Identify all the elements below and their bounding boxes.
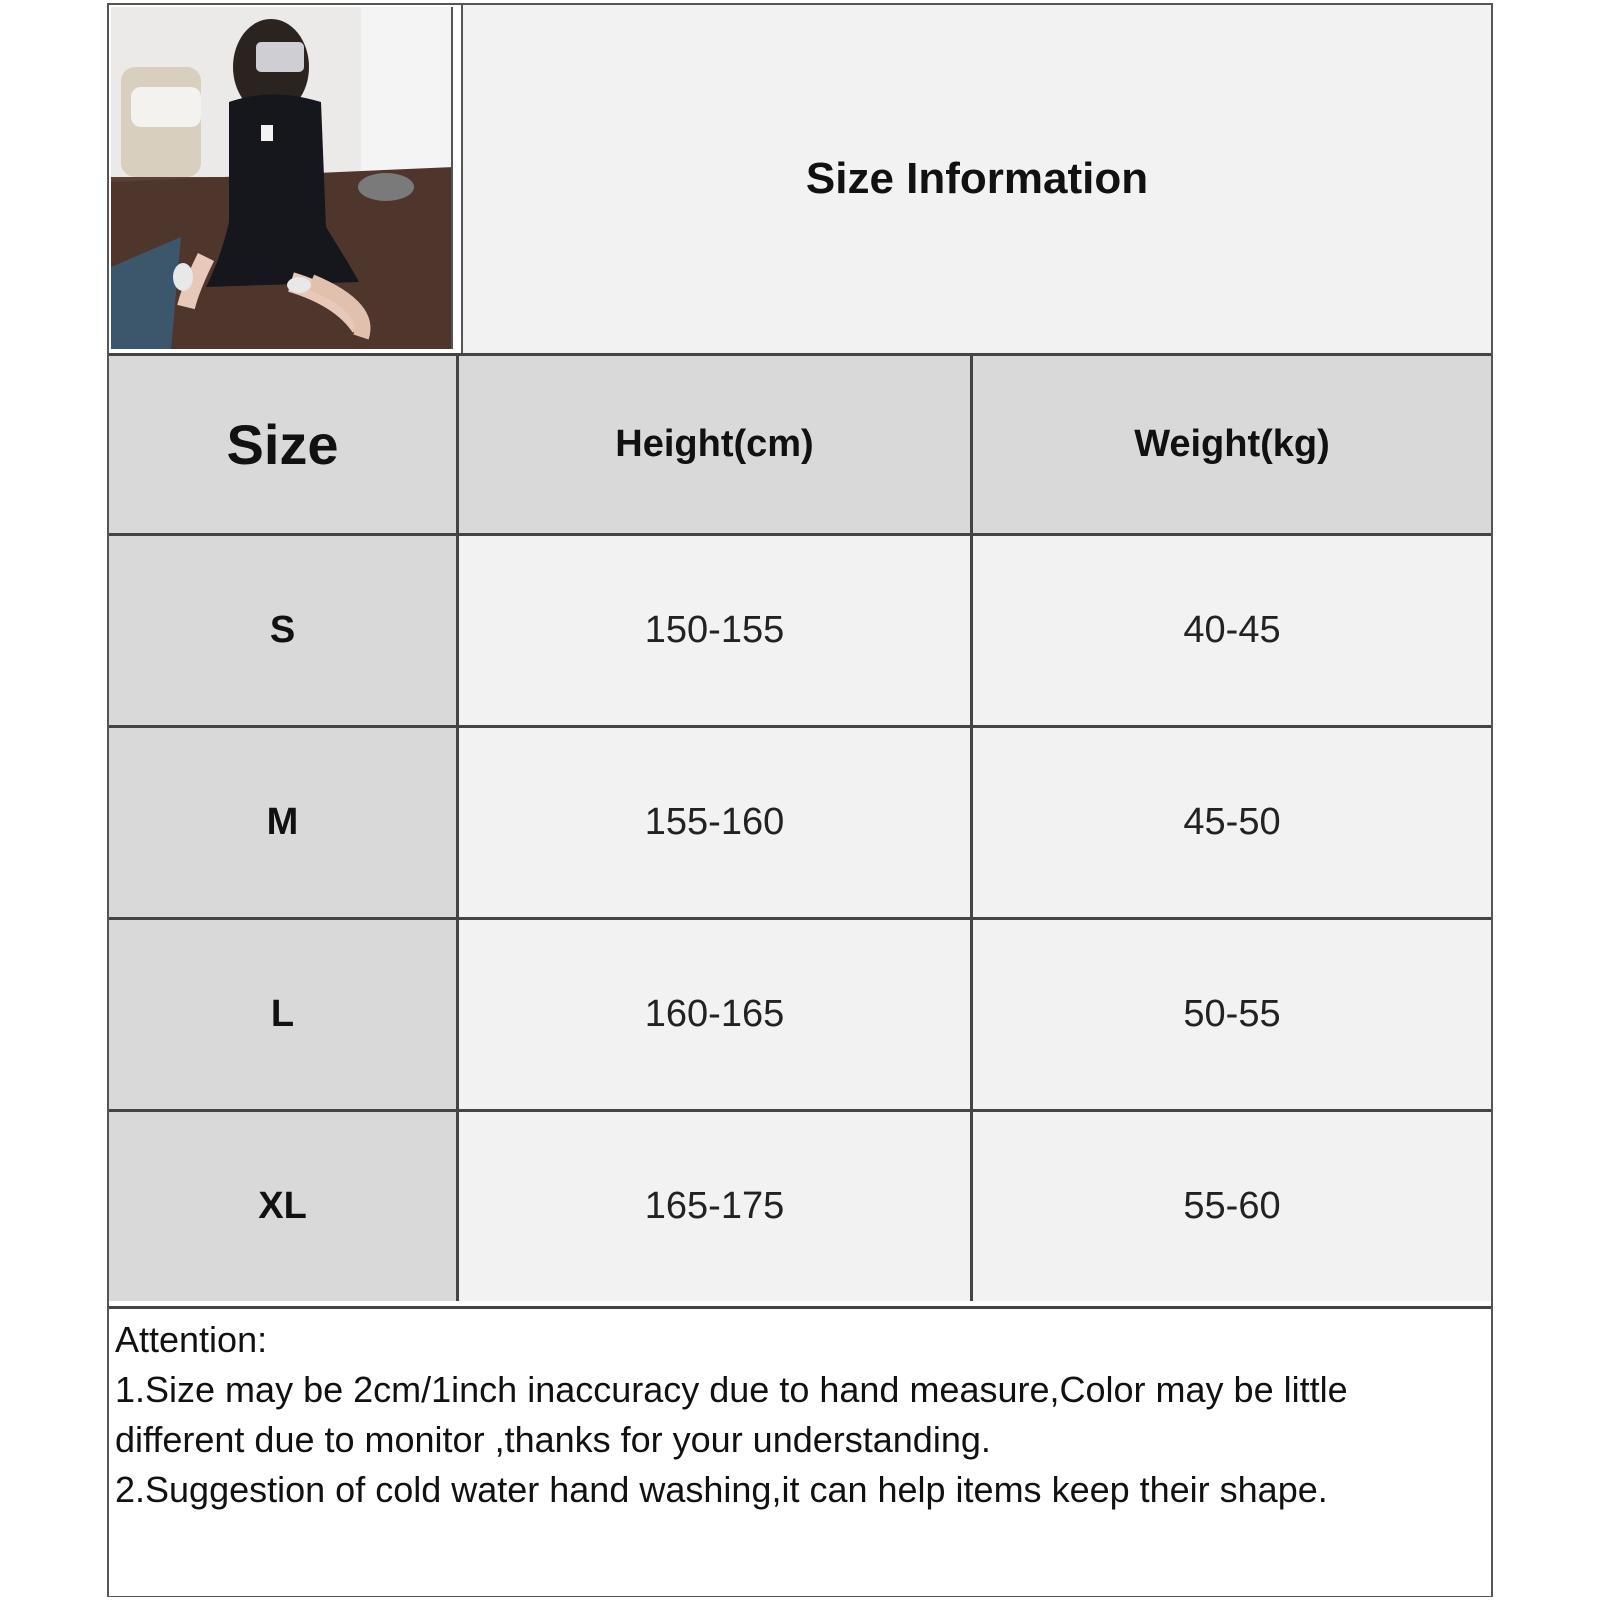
product-photo — [111, 7, 453, 349]
size-chart — [107, 3, 1493, 1597]
size-value: XL — [258, 1185, 307, 1227]
weight-cell — [973, 728, 1491, 917]
table-row — [109, 1109, 1491, 1301]
height-value: 150-155 — [644, 609, 785, 651]
header-size-cell — [109, 356, 459, 533]
table-row — [109, 725, 1491, 917]
size-cell — [109, 728, 459, 917]
size-cell — [109, 536, 459, 725]
size-value: M — [266, 801, 299, 843]
height-cell — [459, 920, 973, 1109]
table-row — [109, 533, 1491, 725]
weight-value: 55-60 — [1183, 1185, 1281, 1227]
height-value: 160-165 — [644, 993, 785, 1035]
attention-notes — [109, 1306, 1491, 1596]
header-weight: Weight(kg) — [1134, 423, 1330, 465]
model-photo-icon — [111, 7, 453, 349]
size-value: S — [269, 609, 296, 651]
size-table — [109, 353, 1491, 1301]
header-size: Size — [226, 413, 339, 476]
header-weight-cell — [973, 356, 1491, 533]
size-cell — [109, 1112, 459, 1301]
weight-value: 50-55 — [1183, 993, 1281, 1035]
weight-value: 45-50 — [1183, 801, 1281, 843]
notes-line-1: 1.Size may be 2cm/1inch inaccuracy due to hand measure,Color may be little different due to monitor ,thanks for your understanding. — [115, 1369, 1348, 1460]
notes-heading: Attention: — [115, 1319, 268, 1360]
title-cell — [461, 5, 1491, 353]
weight-cell — [973, 920, 1491, 1109]
height-cell — [459, 1112, 973, 1301]
height-value: 155-160 — [644, 801, 785, 843]
table-row — [109, 917, 1491, 1109]
height-cell — [459, 728, 973, 917]
weight-cell — [973, 1112, 1491, 1301]
page-title: Size Information — [805, 154, 1149, 203]
header-height: Height(cm) — [615, 423, 814, 465]
weight-cell — [973, 536, 1491, 725]
height-value: 165-175 — [644, 1185, 785, 1227]
header-height-cell — [459, 356, 973, 533]
notes-line-2: 2.Suggestion of cold water hand washing,it can help items keep their shape. — [115, 1469, 1328, 1510]
size-value: L — [270, 993, 295, 1035]
height-cell — [459, 536, 973, 725]
size-cell — [109, 920, 459, 1109]
table-header-row — [109, 353, 1491, 533]
weight-value: 40-45 — [1183, 609, 1281, 651]
